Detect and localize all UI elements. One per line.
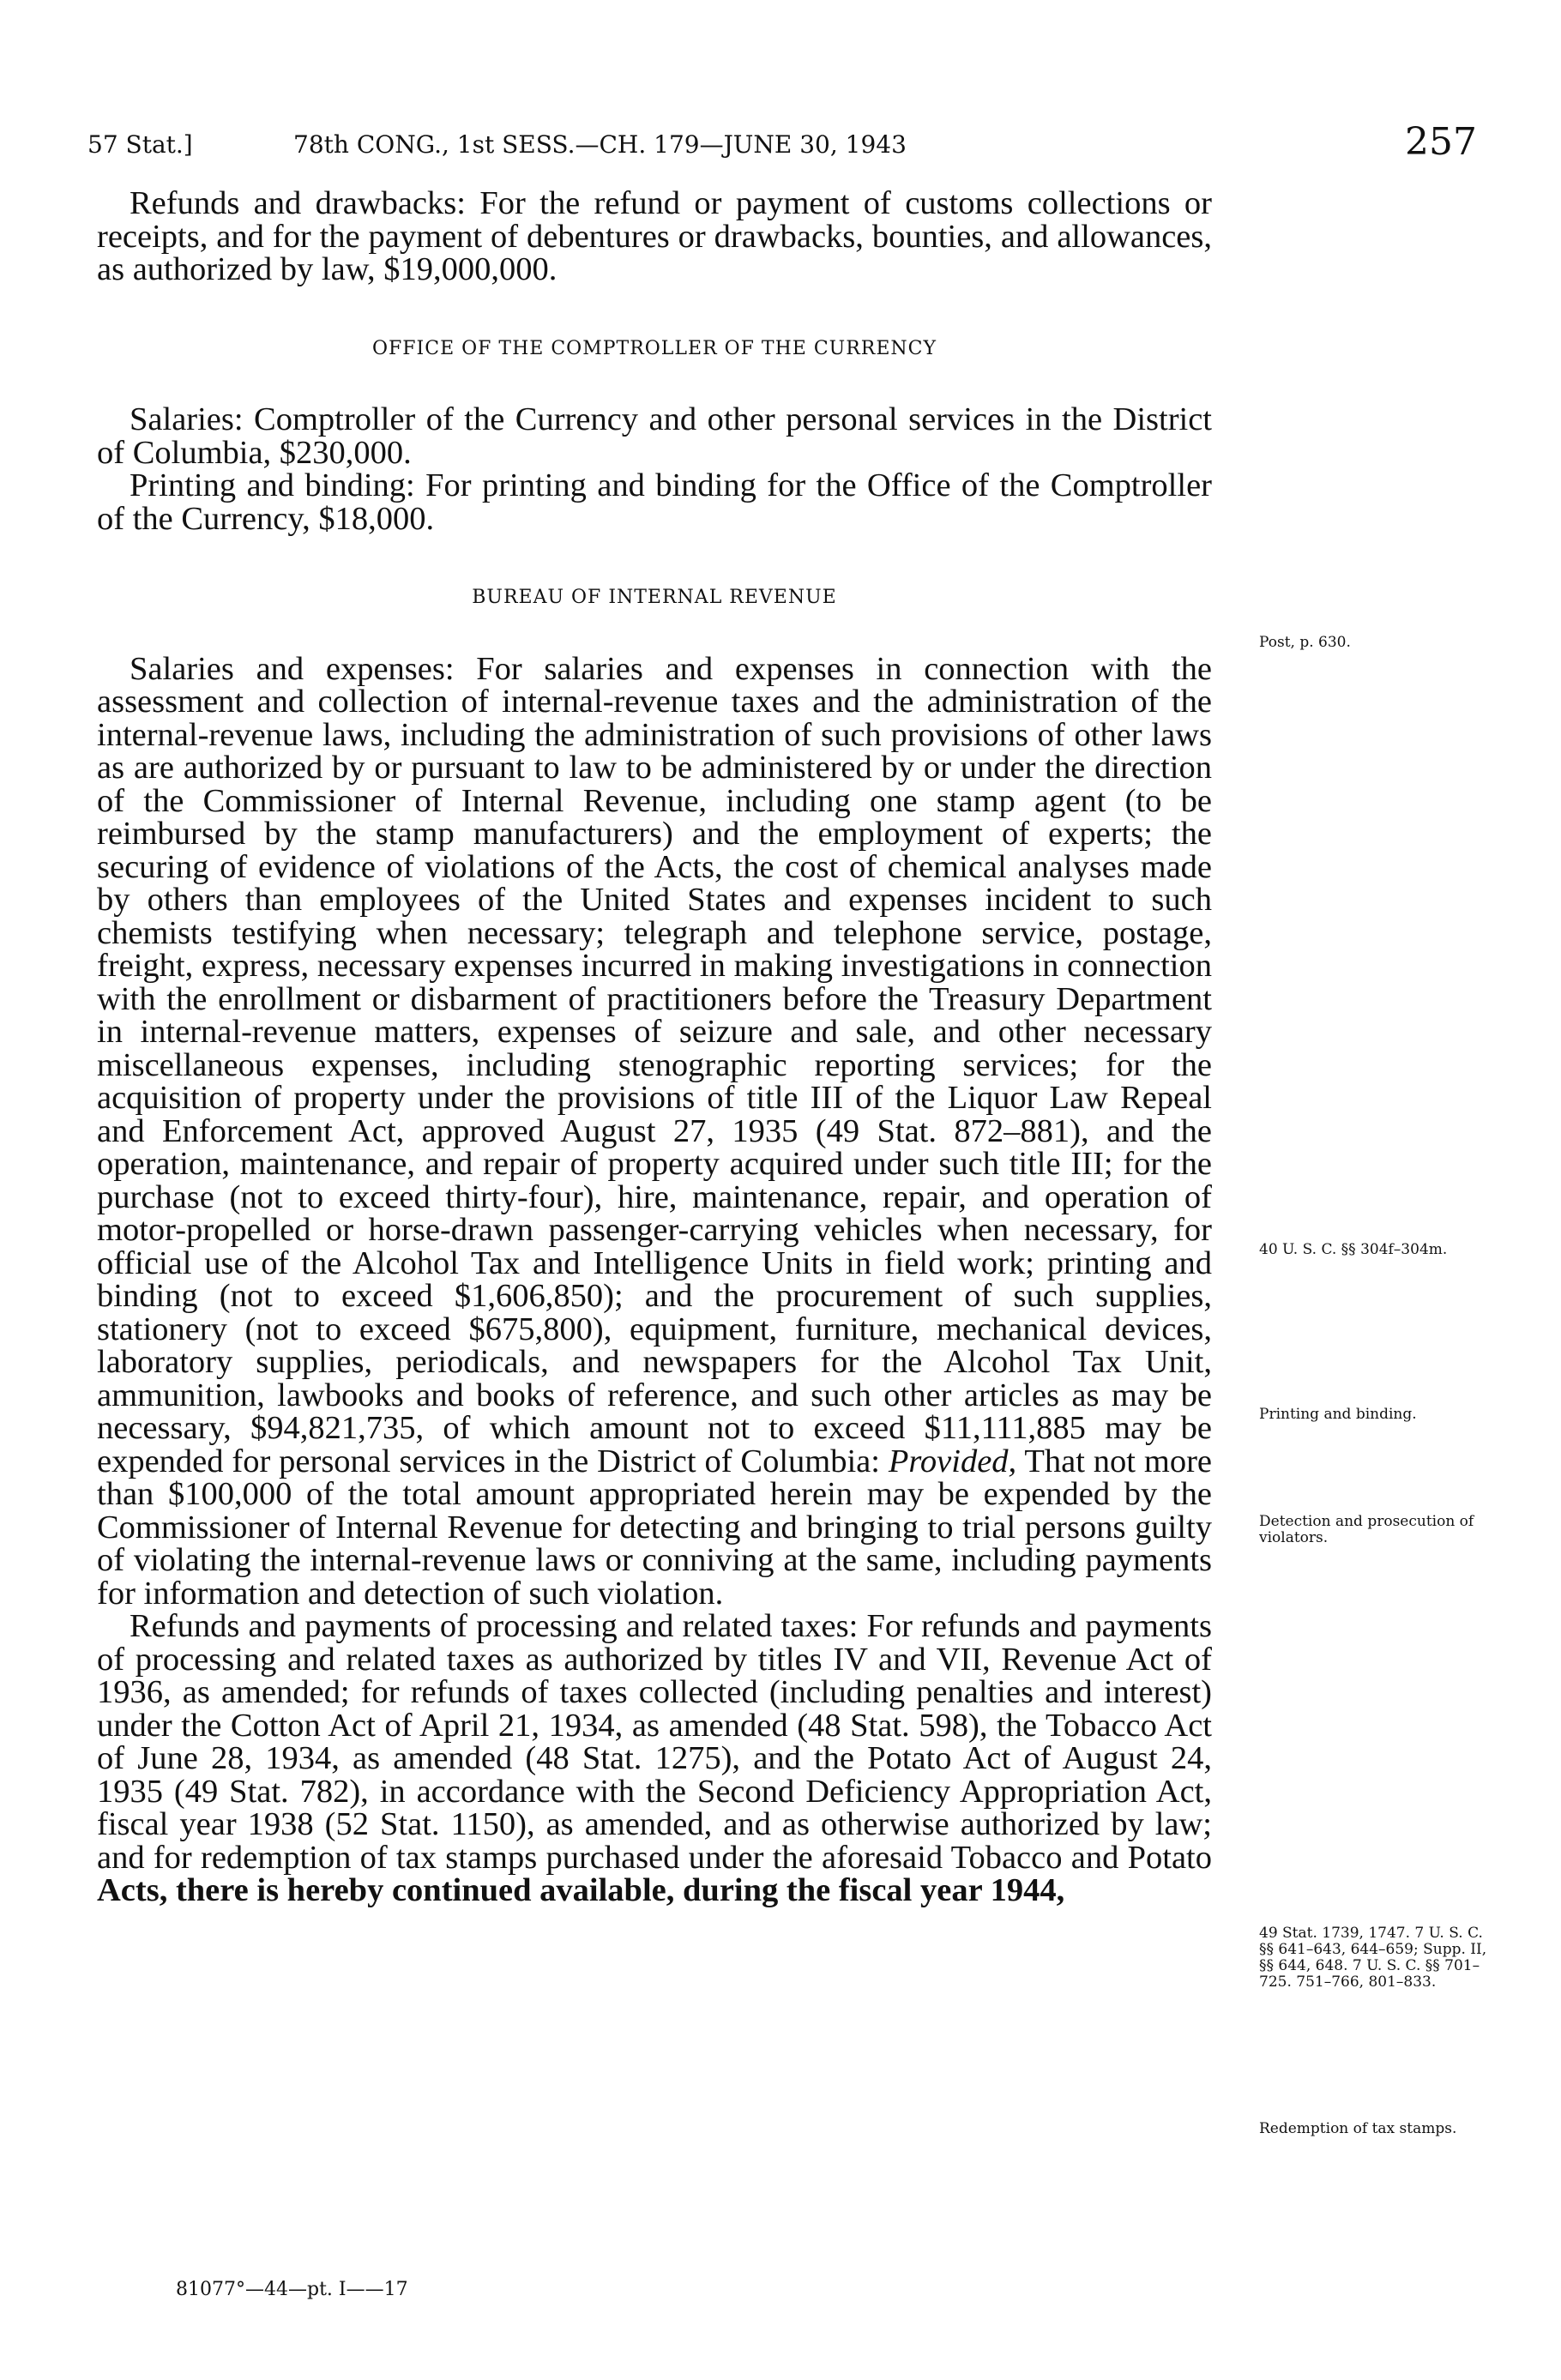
main-text-column bbox=[97, 187, 1212, 1907]
margin-note-post: Post, p. 630. bbox=[1259, 634, 1351, 651]
paragraph-comptroller-salaries: Salaries: Comptroller of the Currency and other personal services in the District of Columbia, $230,000. bbox=[97, 401, 1212, 471]
processing-taxes-bold-text: Acts, there is hereby continued available, during the fiscal year 1944, bbox=[97, 1872, 1065, 1908]
margin-note-printing: Printing and binding. bbox=[1259, 1406, 1417, 1423]
session-chapter-date: 78th CONG., 1st SESS.—CH. 179—JUNE 30, 1943 bbox=[293, 130, 907, 159]
section-heading-comptroller: OFFICE OF THE COMPTROLLER OF THE CURRENCY bbox=[371, 337, 937, 359]
salaries-expenses-proviso: That not more than $100,000 of the total amount appropriated herein may be expended by the Commissioner of Internal Revenue for detecting and bringing to trial persons guilty of violating the internal-revenue laws or conniving at the same, including payments for information and detection of such violation. bbox=[97, 1443, 1212, 1612]
section-heading-internal-revenue: BUREAU OF INTERNAL REVENUE bbox=[472, 587, 837, 608]
processing-taxes-text: Refunds and payments of processing and related taxes: For refunds and payments of processing and related taxes as authorized by titles IV and VII, Revenue Act of 1936, as amended; for refunds of taxes collected (including penalties and interest) under the Cotton Act of April 21, 1934, as amended (48 Stat. 598), the Tobacco Act of June 28, 1934, as amended (48 Stat. 1275), and the Potato Act of August 24, 1935 (49 Stat. 782), in accordance with the Second Deficiency Appropriation Act, fiscal year 1938 (52 Stat. 1150), as amended, and as otherwise authorized by law; and for redemption of tax stamps purchased under the aforesaid Tobacco and Potato bbox=[97, 1608, 1212, 1876]
statute-volume: 57 Stat.] bbox=[87, 130, 193, 159]
printer-signature: 81077°—44—pt. I——17 bbox=[176, 2279, 408, 2300]
running-header bbox=[87, 120, 1477, 172]
margin-note-redemption: Redemption of tax stamps. bbox=[1259, 2120, 1457, 2137]
margin-note-usc-304: 40 U. S. C. §§ 304f–304m. bbox=[1259, 1241, 1448, 1258]
provided-keyword: Provided, bbox=[888, 1443, 1017, 1479]
paragraph-processing-taxes bbox=[97, 1610, 1212, 1907]
paragraph-refunds-drawbacks: Refunds and drawbacks: For the refund or payment of customs collections or receipts, and for the payment of debentures or drawbacks, bounties, and allowances, as authorized by law, $19,000,000. bbox=[97, 185, 1212, 287]
margin-note-detection: Detection and prosecution of violators. bbox=[1259, 1513, 1474, 1546]
margin-note-statutes: 49 Stat. 1739, 1747. 7 U. S. C. §§ 641–643, 644–659; Supp. II, §§ 644, 648. 7 U. S. C. §§ 701–725. 751–766, 801–833. bbox=[1259, 1925, 1487, 1991]
paragraph-salaries-expenses bbox=[97, 650, 1212, 1612]
paragraph-comptroller-printing: Printing and binding: For printing and binding for the Office of the Comptroller of the Currency, $18,000. bbox=[97, 467, 1212, 537]
salaries-expenses-text: Salaries and expenses: For salaries and expenses in connection with the assessment and collection of internal-revenue taxes and the administration of the internal-revenue laws, including the administration of such provisions of other laws as are authorized by or pursuant to law to be administered by or under the direction of the Commissioner of Internal Revenue, including one stamp agent (to be reimbursed by the stamp manufacturers) and the employment of experts; the securing of evidence of violations of the Acts, the cost of chemical analyses made by others than employees of the United States and expenses incident to such chemists testifying when necessary; telegraph and telephone service, postage, freight, express, necessary expenses incurred in making investigations in connection with the enrollment or disbarment of practitioners before the Treasury Department in internal-revenue matters, expenses of seizure and sale, and other necessary miscellaneous expenses, including stenographic reporting services; for the acquisition of property under the provisions of title III of the Liquor Law Repeal and Enforcement Act, approved August 27, 1935 (49 Stat. 872–881), and the operation, maintenance, and repair of property acquired under such title III; for the purchase (not to exceed thirty-four), hire, maintenance, repair, and operation of motor-propelled or horse-drawn passenger-carrying vehicles when necessary, for official use of the Alcohol Tax and Intelligence Units in field work; printing and binding (not to exceed $1,606,850); and the procurement of such supplies, stationery (not to exceed $675,800), equipment, furniture, mechanical devices, laboratory supplies, periodicals, and newspapers for the Alcohol Tax Unit, ammunition, lawbooks and books of reference, and such other articles as may be necessary, $94,821,735, of which amount not to exceed $11,111,885 may be expended for personal services in the District of Columbia: bbox=[97, 650, 1212, 1479]
page-number: 257 bbox=[1405, 120, 1477, 164]
